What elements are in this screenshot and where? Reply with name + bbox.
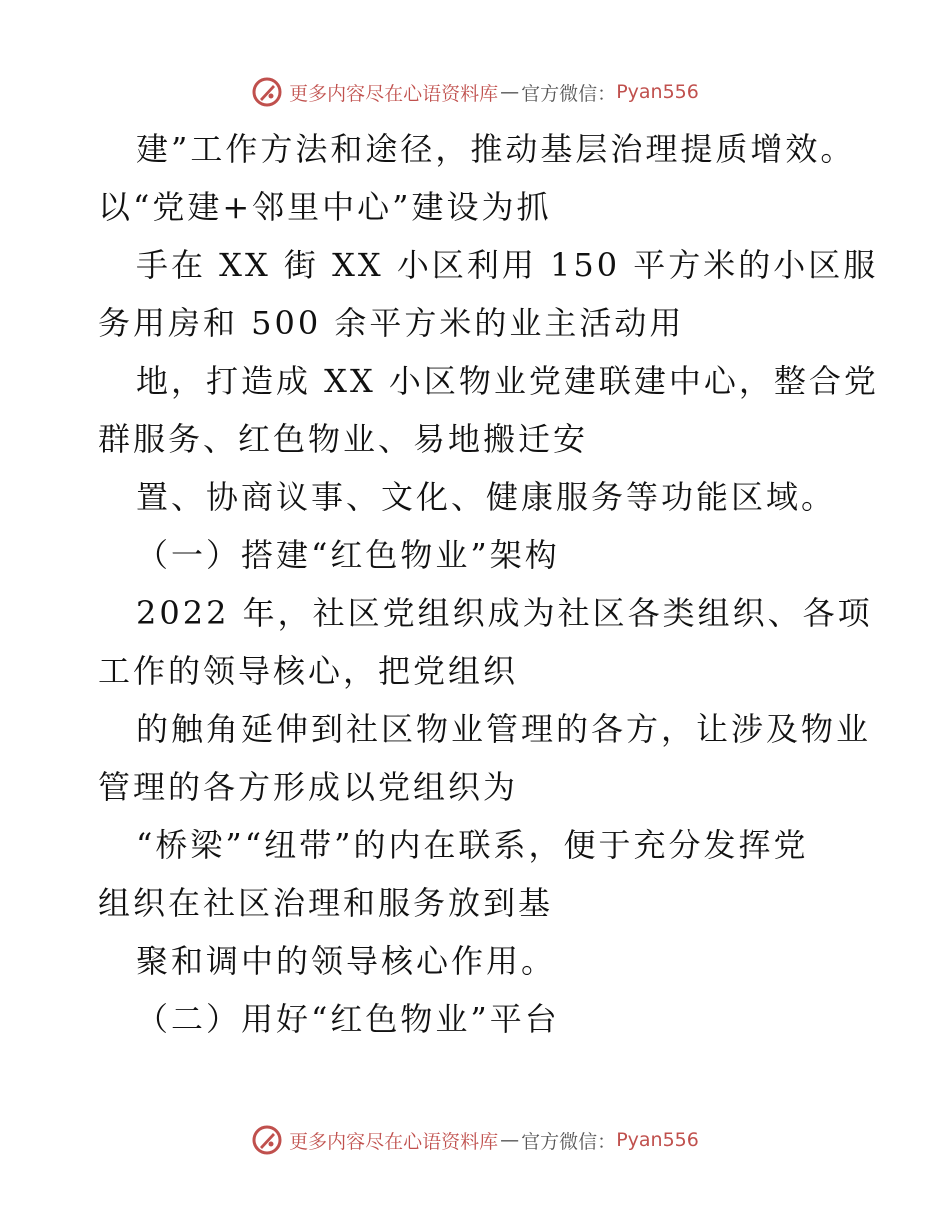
quill-logo-icon xyxy=(251,76,283,108)
text-line: “桥梁”“纽带”的内在联系，便于充分发挥党 xyxy=(136,826,809,864)
text-line: 管理的各方形成以党组织为 xyxy=(98,768,519,806)
document-body xyxy=(98,120,879,1048)
banner-account: Pyan556 xyxy=(616,1129,699,1151)
text-line: 组织在社区治理和服务放到基 xyxy=(98,884,554,922)
banner-wechat-label: 官方微信： xyxy=(521,82,617,105)
text-line: 手在 XX 街 XX 小区利用 150 平方米的小区服 xyxy=(136,246,879,284)
text-line: 聚和调中的领导核心作用。 xyxy=(136,942,557,980)
text-line: 2022 年，社区党组织成为社区各类组织、各项 xyxy=(136,594,873,632)
footer-banner xyxy=(0,1120,950,1160)
text-line: 群服务、红色物业、易地搬迁安 xyxy=(98,420,589,458)
text-line: （一）搭建“红色物业”架构 xyxy=(136,536,560,574)
text-line: 建”工作方法和途径，推动基层治理提质增效。 xyxy=(136,130,856,168)
banner-account: Pyan556 xyxy=(616,81,699,103)
text-line: 务用房和 500 余平方米的业主活动用 xyxy=(98,304,685,342)
text-line: 的触角延伸到社区物业管理的各方，让涉及物业 xyxy=(136,710,872,748)
banner-wechat-label: 官方微信： xyxy=(521,1130,617,1153)
quill-logo-icon xyxy=(251,1124,283,1156)
banner-text: 更多内容尽在心语资料库 xyxy=(289,1130,499,1153)
text-line: 工作的领导核心，把党组织 xyxy=(98,652,519,690)
text-line: 地，打造成 XX 小区物业党建联建中心，整合党 xyxy=(136,362,879,400)
banner-separator: — xyxy=(500,1129,520,1151)
text-line: 以“党建+邻里中心”建设为抓 xyxy=(98,188,552,226)
banner-text: 更多内容尽在心语资料库 xyxy=(289,82,499,105)
text-line: （二）用好“红色物业”平台 xyxy=(136,1000,560,1038)
text-line: 置、协商议事、文化、健康服务等功能区域。 xyxy=(136,478,837,516)
banner-separator: — xyxy=(500,81,520,103)
header-banner xyxy=(0,72,950,112)
